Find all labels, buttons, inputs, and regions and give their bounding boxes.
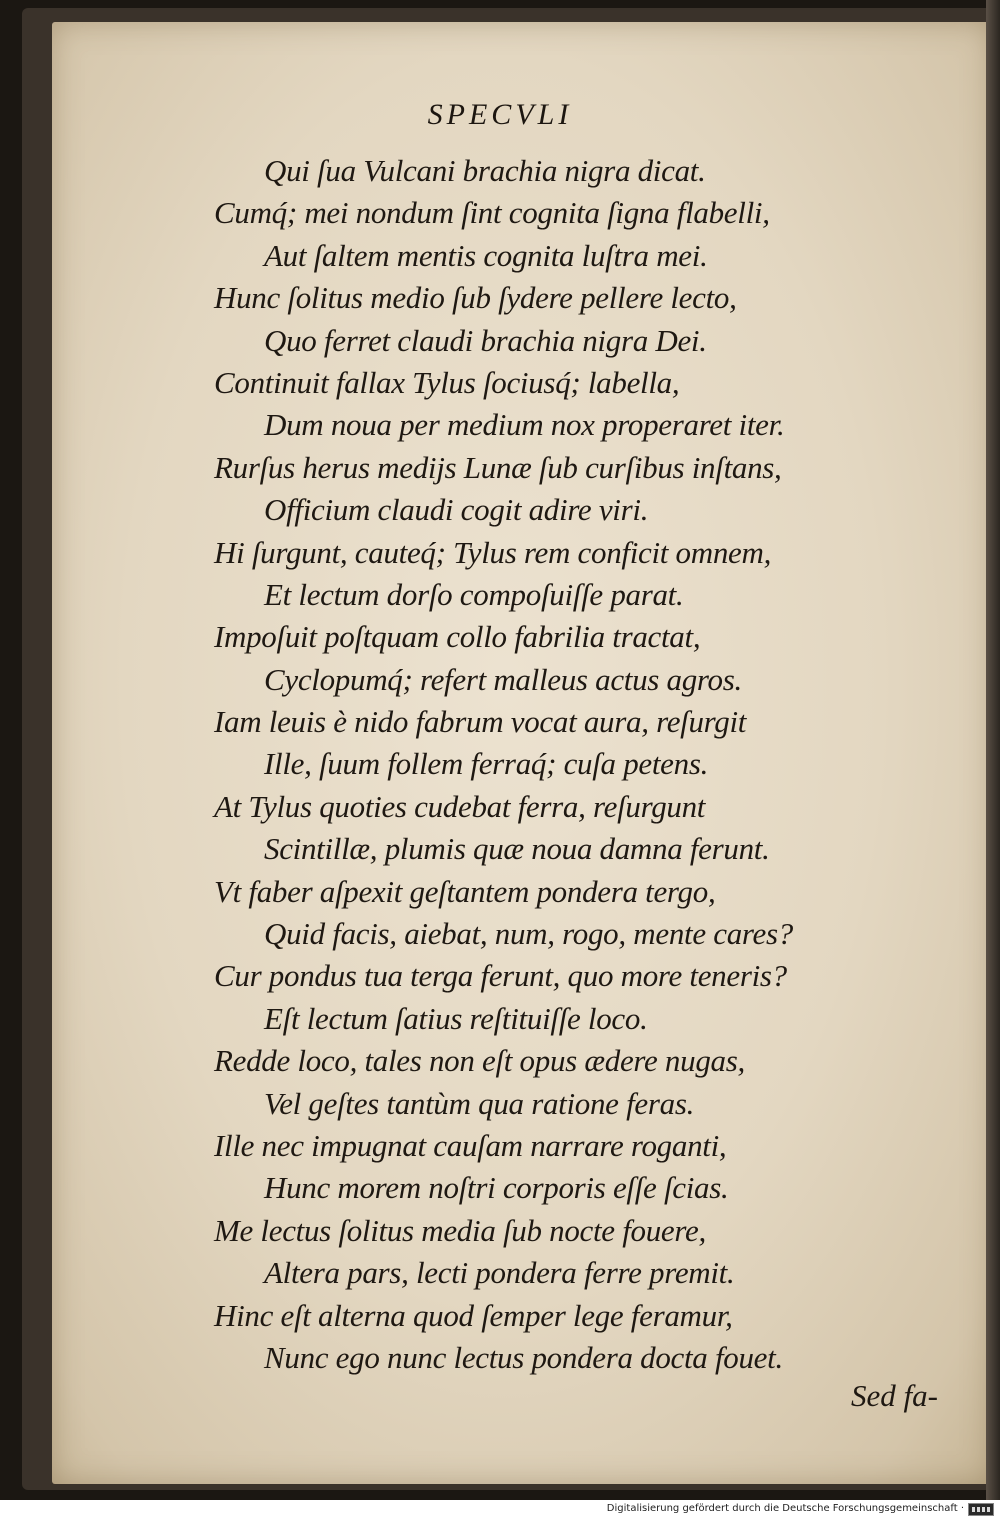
dfg-logo-icon	[968, 1503, 994, 1516]
verse-line: Hi ſurgunt, cauteq́; Tylus rem conficit omnem,	[214, 534, 772, 570]
verse-block	[214, 150, 934, 1379]
verse-line: Me lectus ſolitus media ſub nocte fouere,	[214, 1212, 706, 1248]
verse-line: Iam leuis è nido fabrum vocat aura, reſurgit	[214, 704, 747, 740]
page-edge-strip	[986, 0, 1000, 1500]
verse-line: Officium claudi cogit adire viri.	[264, 492, 649, 528]
verse-line: Vel geſtes tantùm qua ratione feras.	[264, 1085, 695, 1121]
verse-line: Rurſus herus medijs Lunæ ſub curſibus inſtans,	[214, 449, 782, 485]
verse-line: Eſt lectum ſatius reſtituiſſe loco.	[264, 1000, 648, 1036]
verse-line: Qui ſua Vulcani brachia nigra dicat.	[264, 153, 706, 188]
verse-line: Dum noua per medium nox properaret iter.	[264, 407, 785, 443]
verse-line: Hunc morem noſtri corporis eſſe ſcias.	[264, 1170, 729, 1206]
verse-line: Scintillæ, plumis quæ noua damna ferunt.	[264, 831, 770, 867]
verse-line: Cumq́; mei nondum ſint cognita ſigna flabelli,	[214, 195, 770, 231]
verse-line: Hinc eſt alterna quod ſemper lege feramur,	[214, 1297, 733, 1333]
verse-line: Quid facis, aiebat, num, rogo, mente cares?	[264, 916, 793, 952]
verse-line: Ille, ſuum follem ferraq́; cuſa petens.	[264, 746, 709, 782]
verse-line: Quo ferret claudi brachia nigra Dei.	[264, 322, 707, 358]
verse-line: Hunc ſolitus medio ſub ſydere pellere lecto,	[214, 280, 737, 316]
verse-line: At Tylus quoties cudebat ferra, reſurgunt	[214, 788, 706, 824]
verse-line: Ille nec impugnat cauſam narrare roganti,	[214, 1127, 727, 1163]
verse-line: Aut ſaltem mentis cognita luſtra mei.	[264, 237, 708, 273]
catchword: Sed fa-	[851, 1378, 938, 1413]
verse-line: Cur pondus tua terga ferunt, quo more teneris?	[214, 958, 787, 994]
funding-credit: Digitalisierung gefördert durch die Deutsche Forschungsgemeinschaft ·	[606, 1503, 964, 1514]
verse-line: Nunc ego nunc lectus pondera docta fouet.	[264, 1339, 783, 1375]
verse-line: Continuit fallax Tylus ſociusq́; labella,	[214, 364, 680, 400]
verse-line: Et lectum dorſo compoſuiſſe parat.	[264, 576, 684, 612]
verse-line: Altera pars, lecti pondera ferre premit.	[264, 1255, 735, 1291]
footer-bar	[0, 1500, 1000, 1520]
verse-line: Redde loco, tales non eſt opus ædere nugas,	[214, 1043, 745, 1079]
running-title: SPECVLI	[427, 98, 573, 131]
verse-line: Cyclopumq́; refert malleus actus agros.	[264, 661, 742, 697]
verse-line: Impoſuit poſtquam collo fabrilia tractat,	[214, 619, 701, 655]
verse-line: Vt faber aſpexit geſtantem pondera tergo,	[214, 873, 716, 909]
